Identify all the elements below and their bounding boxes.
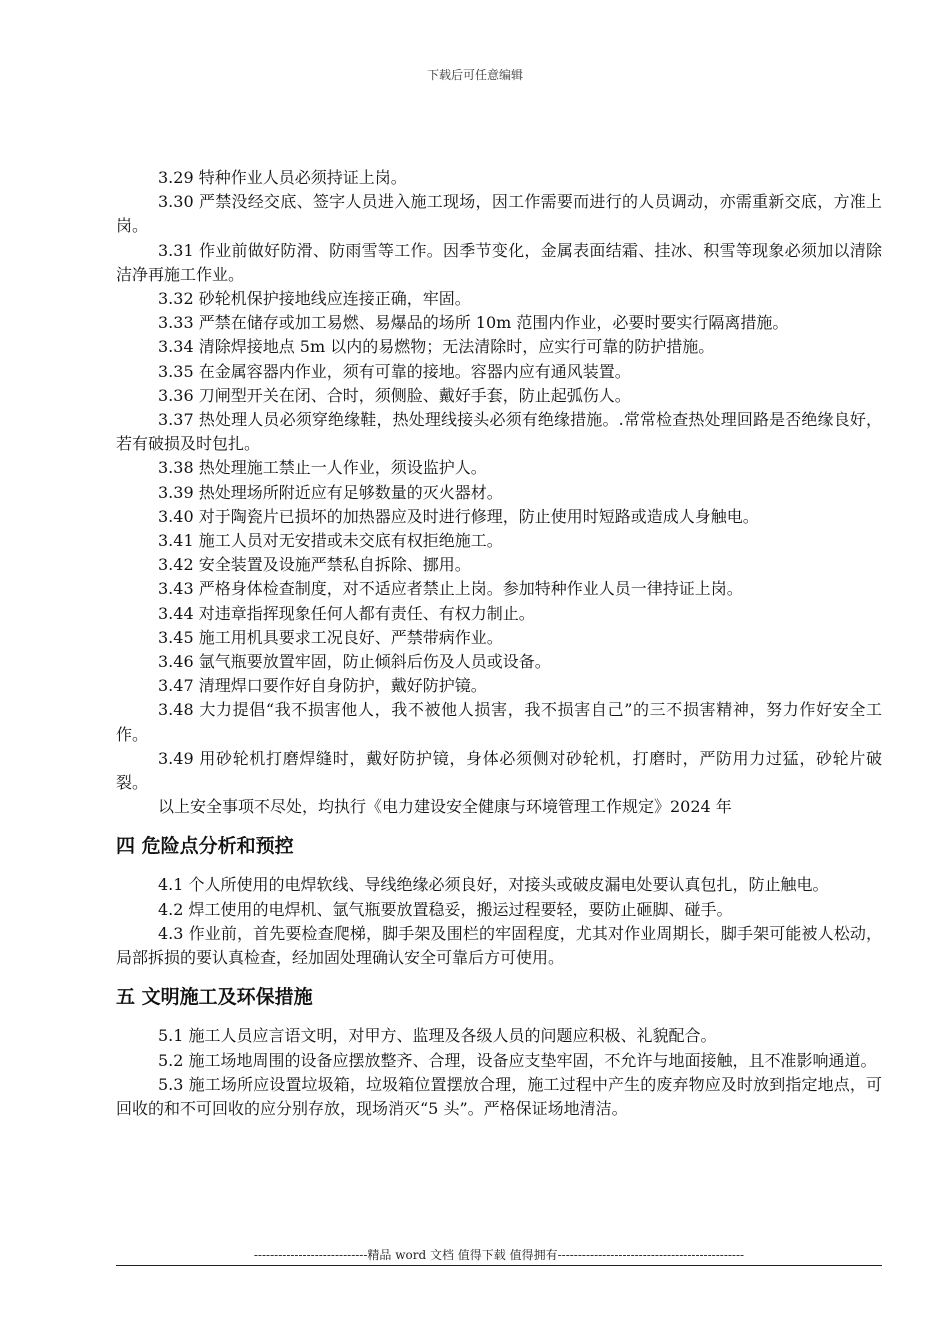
page-header: 下载后可任意编辑 — [426, 68, 523, 82]
list-item: 4.1 个人所使用的电焊软线、导线绝缘必须良好，对接头或破皮漏电处要认真包扎，防止触电。 — [158, 875, 829, 895]
list-item: 3.40 对于陶瓷片已损坏的加热器应及时进行修理，防止使用时短路或造成人身触电。 — [158, 506, 759, 526]
list-item: 3.44 对违章指挥现象任何人都有责任、有权力制止。 — [158, 603, 535, 623]
section-3-list — [116, 166, 882, 819]
list-item: 3.29 特种作业人员必须持证上岗。 — [158, 168, 407, 187]
list-item: 3.30 严禁没经交底、签字人员进入施工现场，因工作需要而进行的人员调动，亦需重新交底，方准上岗。 — [116, 192, 882, 236]
list-item: 3.43 严格身体检查制度，对不适应者禁止上岗。参加特种作业人员一律持证上岗。 — [158, 579, 743, 599]
section-5-heading: 五 文明施工及环保措施 — [116, 986, 313, 1009]
list-item: 3.45 施工用机具要求工况良好、严禁带病作业。 — [158, 627, 503, 647]
section-4-list — [116, 873, 882, 970]
list-item: 3.47 清理焊口要作好自身防护，戴好防护镜。 — [158, 676, 487, 696]
list-item: 3.35 在金属容器内作业，须有可靠的接地。容器内应有通风装置。 — [158, 361, 631, 381]
list-item: 5.2 施工场地周围的设备应摆放整齐、合理，设备应支垫牢固，不允许与地面接触，且不准影响通道。 — [158, 1050, 877, 1070]
document-body — [116, 166, 882, 1121]
list-item: 3.38 热处理施工禁止一人作业，须设监护人。 — [158, 458, 487, 478]
list-item: 3.41 施工人员对无安措或未交底有权拒绝施工。 — [158, 531, 503, 551]
footer-divider — [116, 1265, 882, 1266]
list-item: 3.34 清除焊接地点 5m 以内的易燃物；无法清除时，应实行可靠的防护措施。 — [158, 337, 715, 357]
list-item: 3.37 热处理人员必须穿绝缘鞋，热处理线接头必须有绝缘措施。.常常检查热处理回路是否绝缘良好，若有破损及时包扎。 — [116, 410, 882, 454]
list-item: 3.42 安全装置及设施严禁私自拆除、挪用。 — [158, 555, 471, 575]
list-item: 5.1 施工人员应言语文明，对甲方、监理及各级人员的问题应积极、礼貌配合。 — [158, 1026, 717, 1046]
list-item: 3.49 用砂轮机打磨焊缝时，戴好防护镜，身体必须侧对砂轮机，打磨时，严防用力过猛，砂轮片破裂。 — [116, 748, 882, 793]
list-item: 4.2 焊工使用的电焊机、氩气瓶要放置稳妥，搬运过程要轻，要防止砸脚、碰手。 — [158, 899, 733, 919]
list-item: 3.39 热处理场所附近应有足够数量的灭火器材。 — [158, 482, 503, 502]
list-item: 3.31 作业前做好防滑、防雨雪等工作。因季节变化，金属表面结霜、挂冰、积雪等现象必须加以清除洁净再施工作业。 — [116, 240, 882, 284]
section-5-list — [116, 1024, 882, 1121]
list-item: 以上安全事项不尽处，均执行《电力建设安全健康与环境管理工作规定》2024 年 — [158, 797, 732, 817]
list-item: 3.48 大力提倡“我不损害他人，我不被他人损害，我不损害自己”的三不损害精神，努力作好安全工作。 — [116, 700, 882, 744]
list-item: 5.3 施工场所应设置垃圾箱，垃圾箱位置摆放合理，施工过程中产生的废弃物应及时放到指定地点，可回收的和不可回收的应分别存放，现场消灭“5 头”。严格保证场地清洁。 — [116, 1074, 882, 1118]
list-item: 4.3 作业前，首先要检查爬梯，脚手架及围栏的牢固程度，尤其对作业周期长，脚手架可能被人松动，局部拆损的要认真检查，经加固处理确认安全可靠后方可使用。 — [116, 923, 882, 968]
list-item: 3.32 砂轮机保护接地线应连接正确，牢固。 — [158, 289, 471, 309]
list-item: 3.36 刀闸型开关在闭、合时，须侧脸、戴好手套，防止起弧伤人。 — [158, 385, 631, 405]
section-4-heading: 四 危险点分析和预控 — [116, 835, 294, 858]
list-item: 3.46 氩气瓶要放置牢固，防止倾斜后伤及人员或设备。 — [158, 652, 551, 672]
page-footer: ----------------------------精品 word 文档 值得下载 值得拥有---------------------------------------------- — [253, 1248, 745, 1262]
list-item: 3.33 严禁在储存或加工易燃、易爆品的场所 10m 范围内作业，必要时要实行隔离措施。 — [158, 313, 789, 333]
